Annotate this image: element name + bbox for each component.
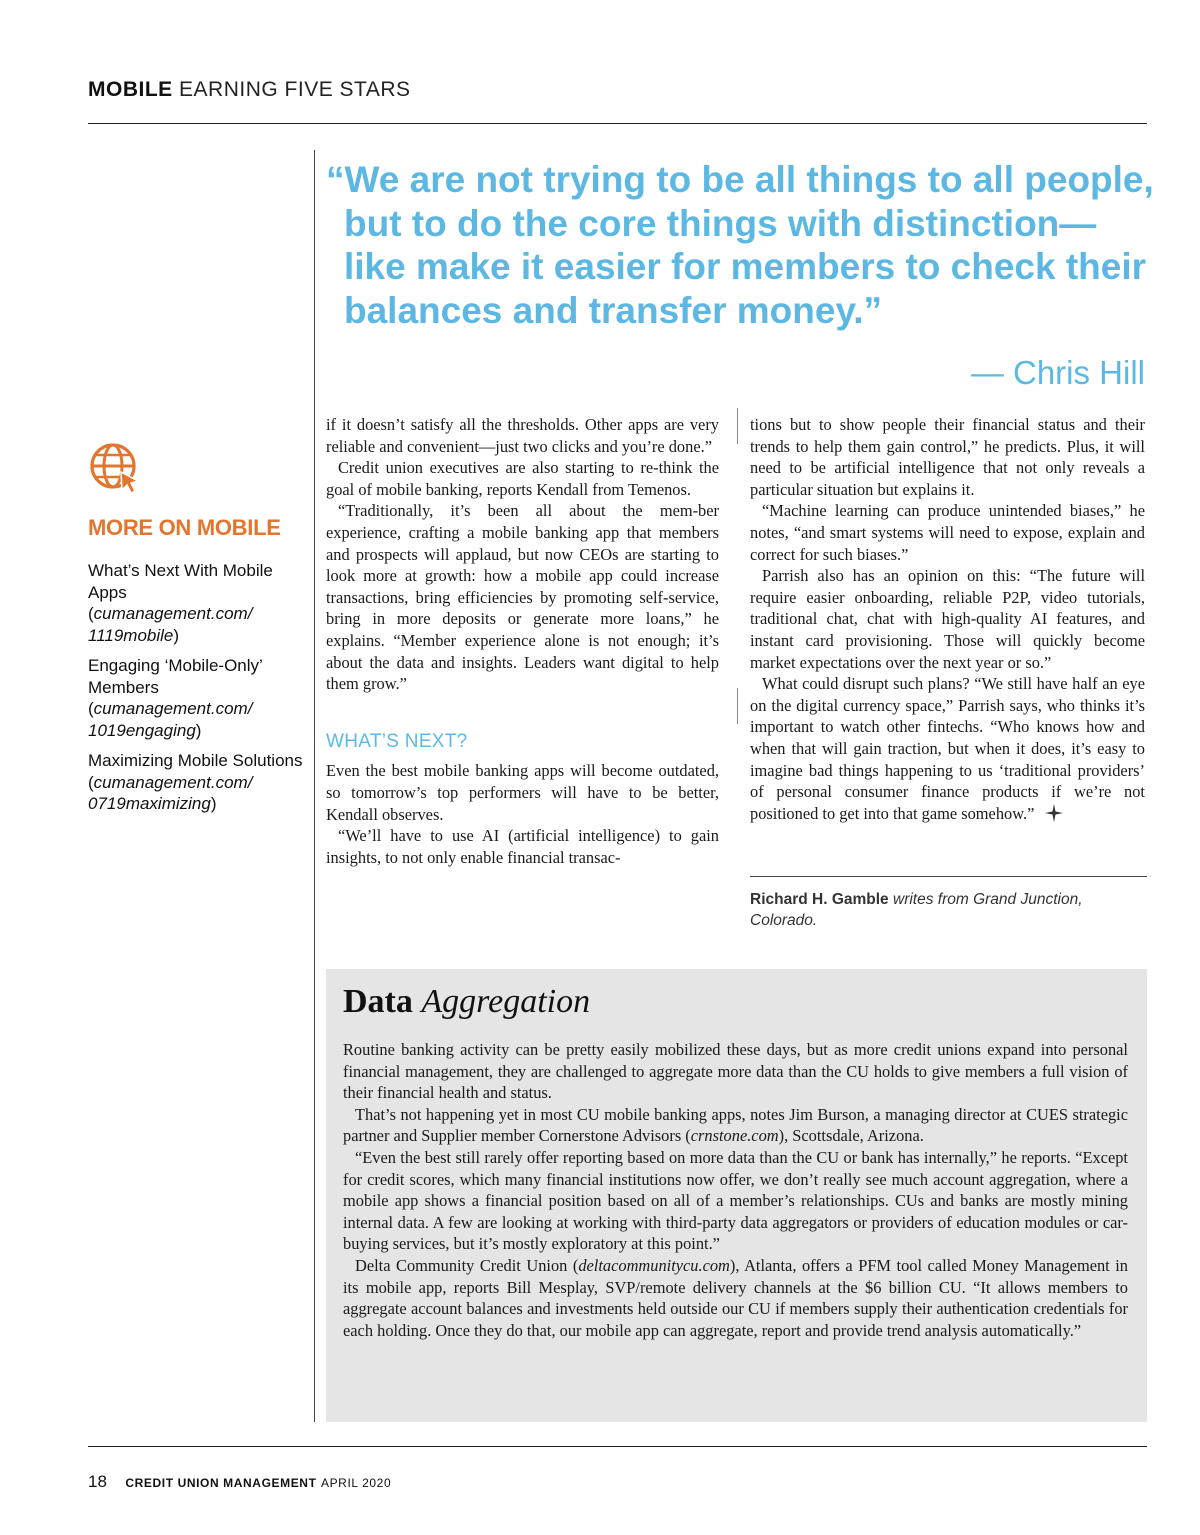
column-divider — [737, 408, 738, 444]
body-paragraph: “Traditionally, it’s been all about the mem-ber experience, crafting a mobile banking app that members and prospects will applaud, but now CEOs are starting to look more at growth: how a mobile app could increase transactions, bring efficiencies by promoting self-service, bring in more deposits or generate more loans,” he explains. “Member experience alone is not enough; it’s about the data and insights. Leaders want digital to help them grow.” — [326, 501, 719, 694]
issue-date: APRIL 2020 — [320, 1476, 392, 1490]
box-title — [343, 983, 590, 1021]
body-paragraph-text: What could disrupt such plans? “We still have half an eye on the digital currency space,” Parrish says, who thinks it’s important to watch other fintechs. “Who knows how and when that will gain traction, but when it does, it’s easy to imagine bad things happening to us ‘traditional providers’ of personal consumer finance products if we’re not positioned to get into that game somehow.” — [750, 674, 1145, 823]
pull-quote-line: but to do the core things with distinction— — [344, 202, 1097, 244]
body-paragraph: tions but to show people their financial status and their trends to help them gain control,” he predicts. Plus, it will need to be artificial intelligence that not only reveals a particular situation but explains it. — [750, 415, 1145, 499]
pull-quote-line: “We are not trying to be all things to all people, — [326, 159, 1154, 200]
box-text: ), Atlanta, offers a PFM tool called Money Management in its mobile app, reports Bill Mesplay, SVP/remote delivery channels at the $6 billion CU. “It allows members to aggregate account balances and investments held outside our CU if members supply their authentication credentials for each holding. Once they do that, our mobile app can aggregate, report and provide trend analysis automatically.” — [343, 1255, 1128, 1340]
sidebar-item-url[interactable]: cumanagement.com/ 1019engaging — [88, 699, 253, 740]
header-divider — [88, 123, 1147, 124]
box-paragraph: Routine banking activity can be pretty easily mobilized these days, but as more credit unions expand into personal financial management, they are challenged to aggregate more data than the CU holds to give members a full vision of their financial health and status. — [343, 1040, 1128, 1103]
article-column-2 — [750, 414, 1145, 824]
box-text: ), Scottsdale, Arizona. — [778, 1126, 924, 1146]
sidebar-item-title: What’s Next With Mobile Apps — [88, 561, 273, 602]
box-text: That’s not happening yet in most CU mobile banking apps, notes Jim Burson, a managing director at CUES strategic partner and Supplier member Cornerstone Advisors ( — [343, 1104, 1128, 1146]
pull-quote — [326, 158, 1156, 332]
box-link[interactable]: crnstone.com — [690, 1126, 779, 1146]
vertical-divider — [314, 150, 315, 1422]
page-footer — [88, 1472, 391, 1492]
pull-quote-line: balances and transfer money.” — [344, 289, 883, 331]
body-paragraph: “Machine learning can produce unintended biases,” he notes, “and smart systems will need to expose, explain and correct for such biases.” — [750, 501, 1145, 564]
author-name: Richard H. Gamble — [750, 891, 889, 908]
subhead: WHAT’S NEXT? — [326, 730, 468, 752]
box-text: Delta Community Credit Union ( — [355, 1255, 579, 1275]
body-paragraph: Parrish also has an opinion on this: “The future will require easier onboarding, reliable P2P, video tutorials, traditional chat, chat with high-quality AI features, and instant card provisioning. Those will quickly become market expectations over the next year or so.” — [750, 566, 1145, 672]
box-title-italic: Aggregation — [421, 983, 591, 1020]
column-divider — [737, 688, 738, 724]
sidebar-item[interactable]: Engaging ‘Mobile-Only’ Members (cumanagement.com/ 1019engaging) — [88, 655, 303, 741]
box-paragraph: “Even the best still rarely offer reporting based on more data than the CU or bank has internally,” he reports. “Except for credit scores, which many financial institutions now offer, we don’t really see much account aggregation, where a mobile app shows a financial position based on all of a member’s relationships. CUs and banks are mostly mining internal data. A few are looking at working with third-party data aggregators or providers of education modules or car-buying services, but it’s mostly exploratory at this point.” — [343, 1147, 1128, 1254]
data-aggregation-sidebar-box — [326, 969, 1147, 1422]
section-label: MOBILE — [88, 78, 173, 101]
sidebar-heading: MORE ON MOBILE — [88, 515, 281, 540]
globe-cursor-icon — [88, 441, 142, 495]
body-paragraph — [750, 673, 1145, 824]
sidebar-item-title: Engaging ‘Mobile-Only’ Members — [88, 656, 263, 697]
box-title-bold: Data — [343, 983, 413, 1020]
box-body — [343, 1039, 1128, 1341]
sidebar-item[interactable]: What’s Next With Mobile Apps (cumanagement.com/ 1119mobile) — [88, 560, 303, 646]
topic-label: EARNING FIVE STARS — [179, 78, 411, 101]
magazine-name: CREDIT UNION MANAGEMENT — [125, 1476, 317, 1490]
sidebar-item[interactable]: Maximizing Mobile Solutions (cumanagement.com/ 0719maximizing) — [88, 751, 303, 813]
body-paragraph: if it doesn’t satisfy all the thresholds. Other apps are very reliable and convenient—just two clicks and you’re done.” — [326, 415, 719, 456]
running-head — [88, 78, 411, 102]
body-paragraph: Even the best mobile banking apps will become outdated, so tomorrow’s top performers will have to be better, Kendall observes. — [326, 761, 719, 824]
pull-quote-line: like make it easier for members to check their — [344, 246, 1147, 287]
sidebar-item-url[interactable]: cumanagement.com/ 0719maximizing — [88, 772, 253, 813]
page-number: 18 — [88, 1472, 107, 1491]
byline-divider — [750, 876, 1147, 877]
sidebar-item-url[interactable]: cumanagement.com/ 1119mobile — [88, 604, 253, 645]
footer-divider — [88, 1446, 1147, 1447]
box-paragraph — [343, 1104, 1128, 1147]
article-column-1 — [326, 414, 719, 868]
sparkle-end-mark-icon — [1044, 803, 1064, 823]
body-paragraph: “We’ll have to use AI (artificial intelligence) to gain insights, to not only enable financial transac- — [326, 826, 719, 867]
box-paragraph — [343, 1255, 1128, 1341]
body-paragraph: Credit union executives are also starting to re-think the goal of mobile banking, reports Kendall from Temenos. — [326, 458, 719, 499]
author-byline — [750, 889, 1147, 931]
author-description: writes from Grand Junction, Colorado. — [750, 891, 1083, 929]
pull-quote-attribution: — Chris Hill — [970, 354, 1145, 391]
sidebar-item-title: Maximizing Mobile Solutions — [88, 751, 303, 770]
box-link[interactable]: deltacommunitycu.com — [578, 1255, 730, 1275]
sidebar-links — [88, 560, 303, 824]
